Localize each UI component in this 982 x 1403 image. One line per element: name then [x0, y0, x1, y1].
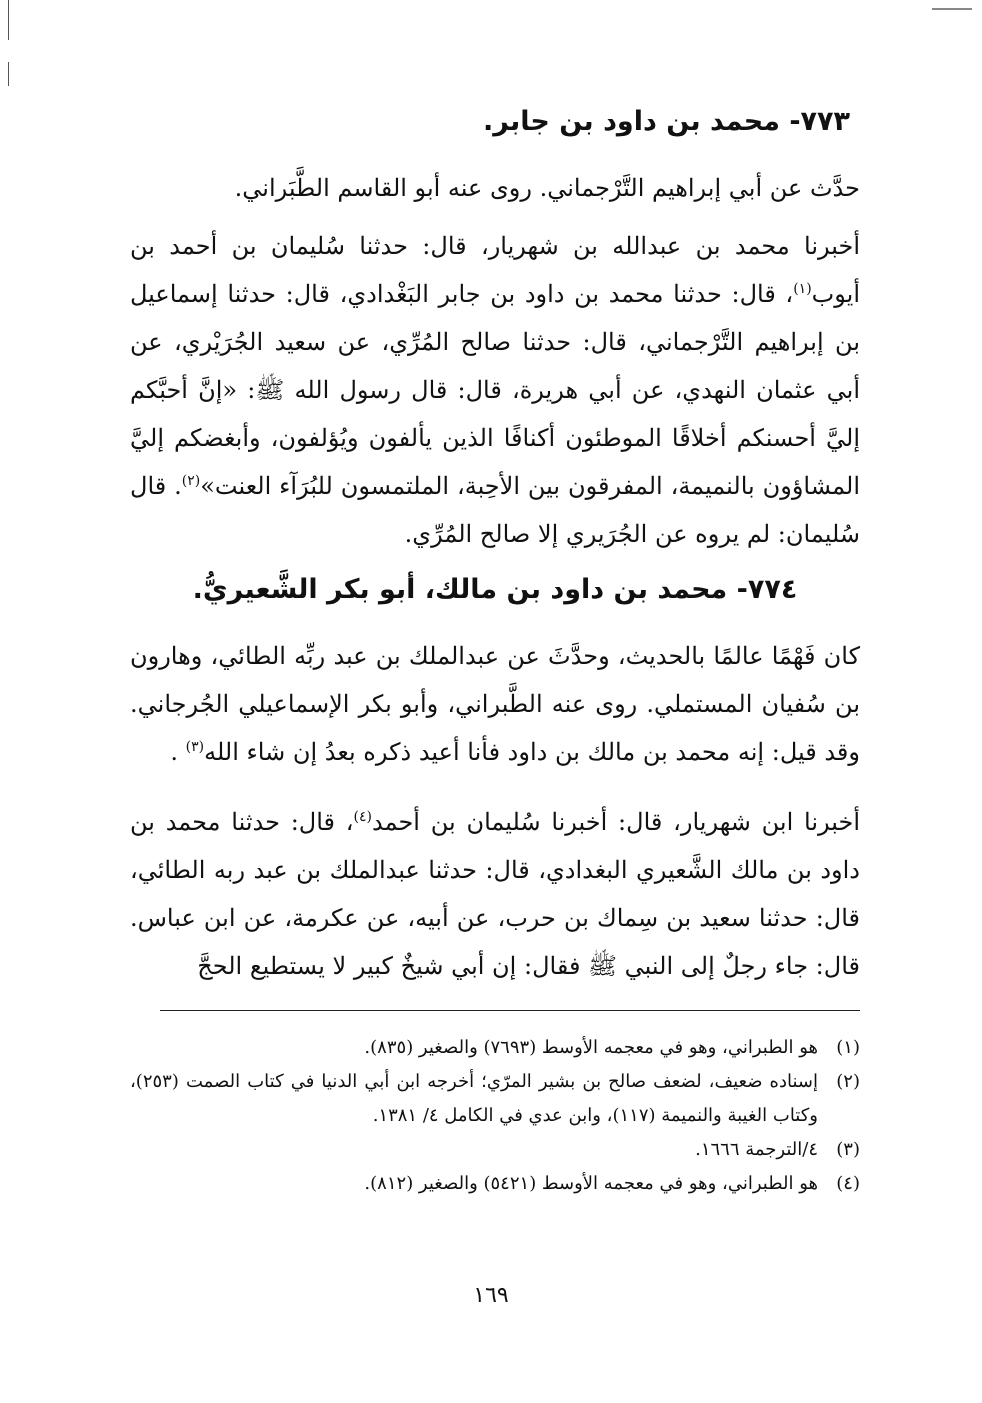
footnote-number: (٤): [836, 1173, 860, 1194]
footnotes: [130, 1031, 860, 1201]
footnote: [130, 1133, 860, 1167]
entry-773-hadith: [130, 222, 860, 558]
book-page: [130, 100, 860, 1201]
scan-corner-mark: [932, 8, 972, 10]
footnote-text: هو الطبراني، وهو في معجمه الأوسط (٧٦٩٣) والصغير (٨٣٥).: [364, 1037, 818, 1058]
hadith-text: أخبرنا ابن شهريار، قال: أخبرنا سُليمان بن أحمد: [372, 808, 860, 836]
entry-774-title: ٧٧٤- محمد بن داود بن مالك، أبو بكر الشَّعيريُّ.: [192, 574, 798, 605]
scan-edge-mark: [8, 62, 9, 86]
entry-774-hadith: [130, 798, 860, 990]
footnote-number: (٢): [836, 1071, 860, 1092]
hadith-text: أخبرنا محمد بن عبدالله بن شهريار، قال: حدثنا سُليمان بن أحمد بن أيوب: [130, 232, 860, 308]
hadith-text: . قال سُليمان: لم يروه عن الجُرَيري إلا صالح المُرِّي.: [130, 472, 860, 548]
entry-773-title: ٧٧٣- محمد بن داود بن جابر.: [483, 106, 850, 137]
footnote-text: ٤/الترجمة ١٦٦٦.: [695, 1139, 818, 1160]
entry-774-bio: [130, 632, 860, 776]
footnote-number: (١): [836, 1037, 860, 1058]
footnote-number: (٣): [836, 1139, 860, 1160]
footnote-text: هو الطبراني، وهو في معجمه الأوسط (٥٤٢١) والصغير (٨١٢).: [364, 1173, 818, 1194]
footnote-ref-4: (٤): [353, 809, 372, 825]
footnote-text: إسناده ضعيف، لضعف صالح بن بشير المرّي؛ أخرجه ابن أبي الدنيا في كتاب الصمت (٢٥٣)، وكتاب الغيبة والنميمة (١١٧)، وابن عدي في الكامل ٤/ ١٣٨١.: [130, 1071, 818, 1126]
footnote-ref-1: (١): [793, 281, 812, 297]
bio-text: .: [170, 738, 178, 766]
footnote: [130, 1065, 860, 1133]
scan-edge-mark: [8, 0, 9, 40]
footnote-separator: [160, 1010, 860, 1011]
entry-773-intro: حدَّث عن أبي إبراهيم التَّرْجماني. روى عنه أبو القاسم الطَّبَراني.: [234, 174, 860, 202]
hadith-text: ، قال: حدثنا محمد بن داود بن مالك الشَّعيري البغدادي، قال: حدثنا عبدالملك بن عبد ربه الطائي، قال: حدثنا سعيد بن سِماك بن حرب، عن أبيه، عن عكرمة، عن ابن عباس. قال: جاء رجلٌ إلى النبي ﷺ فقال: إن أبي شيخٌ كبير لا يستطيع الحجَّ: [130, 808, 861, 980]
footnote-ref-2: (٢): [181, 473, 201, 489]
footnote: [130, 1167, 860, 1201]
footnote-ref-3: (٣): [185, 739, 205, 755]
page-number: ١٦٩: [473, 1283, 509, 1308]
bio-text: كان فَهْمًا عالمًا بالحديث، وحدَّثَ عن عبدالملك بن عبد ربِّه الطائي، وهارون بن سُفيان المستملي. روى عنه الطَّبراني، وأبو بكر الإسماعيلي الجُرجاني. وقد قيل: إنه محمد بن مالك بن داود فأنا أعيد ذكره بعدُ إن شاء الله: [130, 642, 861, 766]
hadith-text: ، قال: حدثنا محمد بن داود بن جابر البَغْدادي، قال: حدثنا إسماعيل بن إبراهيم التَّرْجماني، قال: حدثنا صالح المُرِّي، عن سعيد الجُرَيْري، عن أبي عثمان النهدي، عن أبي هريرة، قال: قال رسول الله ﷺ: «إنَّ أحبَّكم إليَّ أحسنكم أخلاقًا الموطئون أكنافًا الذين يألفون ويُؤلفون، وأبغضكم إليَّ المشاؤون بالنميمة، المفرقون بين الأحِبة، الملتمسون للبُرَآء العنت»: [130, 280, 860, 500]
footnote: [130, 1031, 860, 1065]
